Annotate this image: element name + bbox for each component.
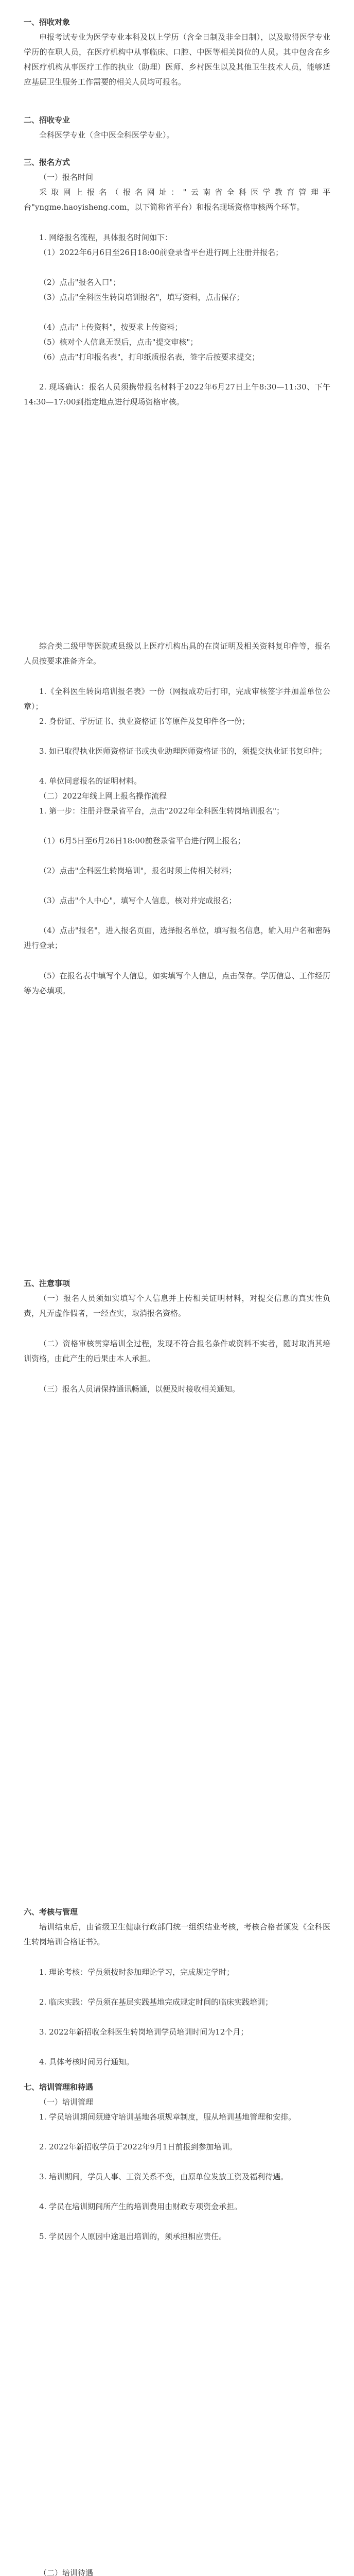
manage-4: 4. 学员在培训期间所产生的培训费用由财政专项资金承担。 — [39, 2202, 242, 2211]
section-body-5c: （三）报名人员请保持通讯畅通，以便及时接收相关通知。 — [39, 1384, 240, 1394]
step-3: （3）点击"全科医生转岗培训报名"，填写资料，点击保存； — [39, 293, 244, 302]
onsite-confirm: 2. 现场确认：报名人员须携带报名材料于2022年6月27日上午8:30—11:30、下午14:30—17:00到指定地点进行现场资格审核。 — [24, 382, 330, 406]
material-6: 1. 第一步：注册并登录省平台，点击"2022年全科医生转岗培训报名"； — [39, 806, 285, 816]
material-8: （2）点击"全科医生转岗培训"，报名时须上传相关材料； — [39, 866, 237, 875]
step-title: 1. 网络报名流程，具体报名时间如下： — [39, 233, 173, 242]
section-title-6: 六、考核与管理 — [24, 1907, 78, 1917]
step-2: （2）点击"报名入口"； — [39, 278, 121, 287]
assess-3: 3. 2022年新招收全科医生转岗培训学员培训时间为12个月； — [39, 2027, 249, 2037]
step-5: （5）核对个人信息无误后，点击"提交审核"； — [39, 337, 198, 347]
manage-2: 2. 2022年新招收学员于2022年9月1日前报到参加培训。 — [39, 2142, 237, 2151]
manage-3: 3. 培训期间，学员人事、工资关系不变，由原单位发放工资及福利待遇。 — [39, 2172, 289, 2181]
section-body-5a: （一）报名人员须如实填写个人信息并上传相关证明材料，对提交信息的真实性负责，凡弄虚作假者，一经查实，取消报名资格。 — [24, 1294, 330, 1318]
step-6: （6）点击"打印报名表"，打印纸质报名表，签字后按要求提交； — [39, 352, 260, 362]
section-title-3: 三、报名方式 — [24, 158, 70, 167]
material-11: （5）在报名表中填写个人信息，如实填写个人信息，点击保存。学历信息、工作经历等为必填项。 — [24, 971, 330, 995]
section-title-5: 五、注意事项 — [24, 1279, 70, 1288]
section-body-5b: （二）资格审核贯穿培训全过程，发现不符合报名条件或资料不实者，随时取消其培训资格，由此产生的后果由本人承担。 — [24, 1339, 330, 1363]
material-10: （4）点击"报名"，进入报名页面，选择报名单位，填写报名信息，输入用户名和密码进行登录； — [24, 926, 330, 950]
material-5: （二）2022年线上网上报名操作流程 — [39, 791, 167, 801]
material-9: （3）点击"个人中心"，填写个人信息，核对并完成报名； — [39, 896, 237, 905]
section-body-1: 申报考试专业为医学专业本科及以上学历（含全日制及非全日制），以及取得医学专业学历的在职人员，在医疗机构中从事临床、口腔、中医等相关岗位的人员。其中包含在乡村医疗机构从事医疗工作的执业（助理）医师、乡村医生以及其他卫生技术人员，能够适应基层卫生服务工作需要的相关人员均可报名。 — [24, 32, 330, 87]
section-body-8: （二）培训待遇 — [39, 2568, 94, 2576]
assess-1: 1. 理论考核：学员须按时参加理论学习，完成规定学时； — [39, 1968, 235, 1977]
manage-1: 1. 学员培训期间须遵守培训基地各项规章制度，服从培训基地管理和安排。 — [39, 2112, 296, 2122]
section-body-4: 综合类二级甲等医院或县级以上医疗机构出具的在岗证明及相关资料复印件等，报名人员按要求准备齐全。 — [24, 641, 330, 666]
section-body-6: 培训结束后，由省级卫生健康行政部门统一组织结业考核，考核合格者颁发《全科医生转岗培训合格证书》。 — [24, 1922, 330, 1946]
section-sub-3: （一）报名时间 — [39, 173, 94, 182]
section-title-7: 七、培训管理和待遇 — [24, 2082, 94, 2092]
section-body-2: 全科医学专业（含中医全科医学专业）。 — [39, 130, 174, 140]
section-body-7: （一）培训管理 — [39, 2097, 94, 2107]
assess-2: 2. 临床实践：学员须在基层实践基地完成规定时间的临床实践培训； — [39, 1997, 273, 2007]
step-1: （1）2022年6月6日至26日18:00前登录省平台进行网上注册并报名； — [39, 248, 284, 257]
step-4: （4）点击"上传资料"，按要求上传资料； — [39, 323, 183, 332]
material-2: 2. 身份证、学历证书、执业资格证书等原件及复印件各一份； — [39, 717, 250, 726]
material-4: 4. 单位同意报名的证明材料。 — [39, 776, 142, 786]
material-1: 1.《全科医生转岗培训报名表》一份（网报成功后打印，完成审核签字并加盖单位公章）； — [24, 687, 330, 711]
assess-4: 4. 具体考核时间另行通知。 — [39, 2057, 134, 2066]
section-body-3: 采取网上报名（报名网址："云南省全科医学教育管理平台"yngme.haoyisheng.com，以下简称省平台）和报名现场资格审核两个环节。 — [24, 188, 330, 212]
manage-5: 5. 学员因个人原因中途退出培训的，须承担相应责任。 — [39, 2232, 227, 2241]
material-3: 3. 如已取得执业医师资格证书或执业助理医师资格证书的，须提交执业证书复印件； — [39, 747, 327, 756]
material-7: （1）6月5日至6月26日18:00前登录省平台进行网上报名； — [39, 836, 245, 845]
section-title-2: 二、招收专业 — [24, 115, 70, 125]
section-title-1: 一、招收对象 — [24, 18, 70, 27]
